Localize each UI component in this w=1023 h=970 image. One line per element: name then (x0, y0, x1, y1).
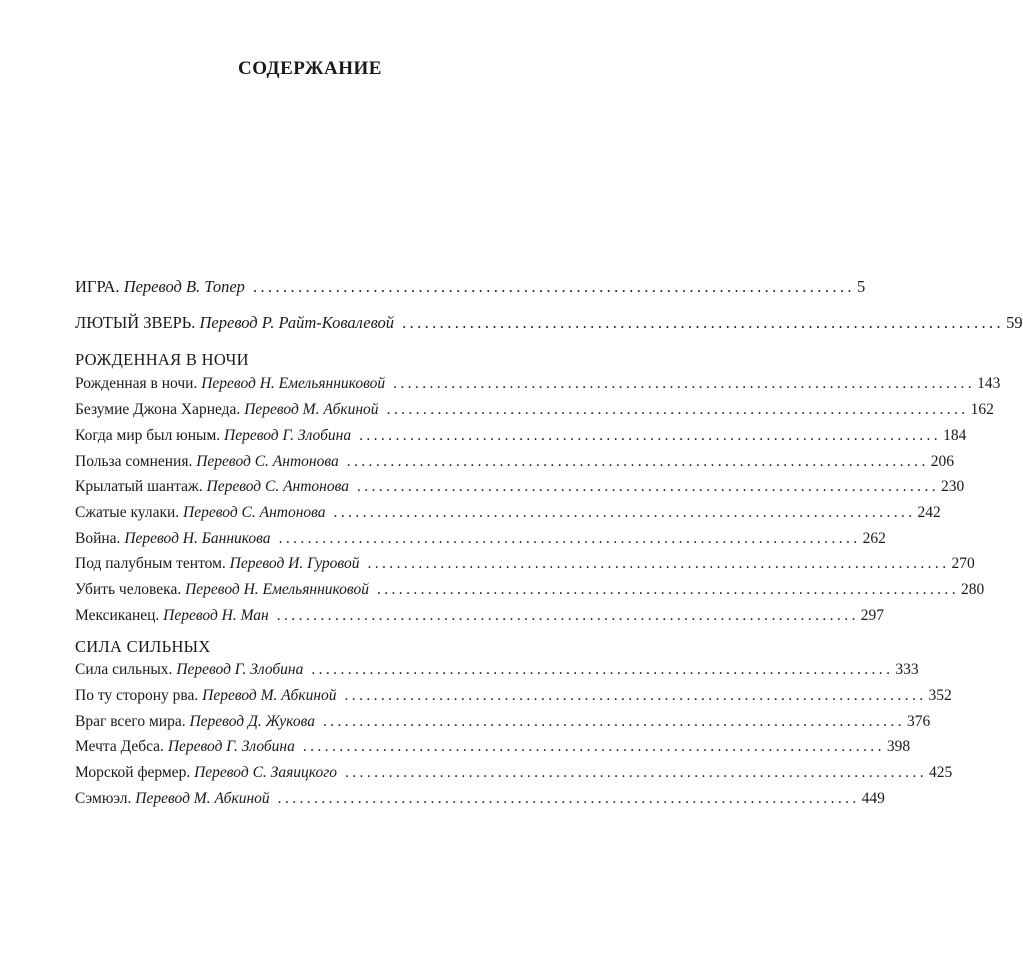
toc-entry (75, 763, 953, 783)
toc-leader-dots: ................................................................................ (278, 530, 861, 547)
toc-entry-page: 297 (860, 607, 884, 624)
toc-entry-page: 425 (929, 764, 953, 781)
toc-entry-igra (75, 277, 866, 297)
toc-leader-dots: ................................................................................ (333, 504, 916, 521)
toc-entry-translator: Перевод С. Антонова (206, 478, 349, 495)
toc-leader-dots: ................................................................................ (252, 277, 855, 296)
toc-entry (75, 686, 952, 706)
toc-entry (75, 426, 967, 446)
toc-entry-translator: Перевод Н. Ман (163, 607, 269, 624)
toc-entry-page: 376 (906, 713, 931, 730)
toc-leader-dots: ................................................................................ (277, 790, 860, 807)
toc-entry-page: 262 (862, 530, 886, 547)
toc-entry-title: Рожденная в ночи. (75, 375, 198, 392)
toc-entry-translator: Перевод С. Заяицкого (194, 764, 337, 781)
toc-entry (75, 477, 965, 497)
toc-entry-title: Крылатый шантаж. (75, 478, 203, 495)
toc-entry-translator: Перевод М. Абкиной (244, 401, 379, 418)
section-heading: СИЛА СИЛЬНЫХ (75, 637, 211, 656)
toc-entry-title: Мечта Дебса. (75, 738, 164, 755)
toc-entry-translator: Перевод Д. Жукова (189, 713, 315, 730)
toc-entry-title: Сжатые кулаки. (75, 504, 180, 521)
toc-entry (75, 503, 941, 523)
toc-entry-translator: Перевод С. Антонова (183, 504, 326, 521)
toc-leader-dots: ................................................................................ (276, 607, 859, 624)
toc-entry-title: ИГРА. (75, 277, 120, 296)
toc-entry-page: 333 (895, 661, 919, 678)
toc-entry (75, 606, 884, 626)
toc-entry (75, 580, 985, 600)
toc-leader-dots: ................................................................................ (402, 313, 1005, 332)
toc-leader-dots: ................................................................................ (311, 661, 894, 678)
toc-entry-page: 352 (928, 687, 952, 704)
toc-entry (75, 374, 1001, 394)
toc-leader-dots: ................................................................................ (322, 713, 905, 730)
toc-entry-translator: Перевод Г. Злобина (224, 427, 352, 444)
toc-entry-page: 143 (977, 375, 1001, 392)
toc-entry-page: 242 (917, 504, 941, 521)
toc-entry (75, 712, 931, 732)
toc-leader-dots: ................................................................................ (393, 375, 976, 392)
toc-leader-dots: ................................................................................ (386, 401, 969, 418)
toc-leader-dots: ................................................................................ (357, 478, 939, 495)
toc-entry-lyuty-zver (75, 313, 1023, 333)
toc-entry-title: Польза сомнения. (75, 453, 193, 470)
toc-leader-dots: ................................................................................ (376, 581, 959, 598)
toc-entry-page: 206 (930, 453, 954, 470)
toc-entry-translator: Перевод Н. Емельянниковой (185, 581, 369, 598)
toc-entry-title: Морской фермер. (75, 764, 191, 781)
toc-entry (75, 660, 919, 680)
toc-entry (75, 789, 885, 809)
toc-entry-title: По ту сторону рва. (75, 687, 199, 704)
toc-entry-translator: Перевод М. Абкиной (135, 790, 270, 807)
toc-entry (75, 452, 954, 472)
toc-leader-dots: ................................................................................ (302, 738, 885, 755)
toc-entry-page: 162 (970, 401, 994, 418)
toc-leader-dots: ................................................................................ (346, 453, 929, 470)
toc-leader-dots: ................................................................................ (345, 764, 927, 781)
toc-entry-translator: Перевод С. Антонова (196, 453, 339, 470)
toc-entry-page: 280 (960, 581, 985, 598)
toc-entry-title: Когда мир был юным. (75, 427, 221, 444)
toc-entry-page: 184 (943, 427, 967, 444)
toc-entry (75, 554, 975, 574)
toc-entry-translator: Перевод Г. Злобина (176, 661, 304, 678)
toc-entry-page: 449 (861, 790, 885, 807)
toc-entry-title: Мексиканец. (75, 607, 160, 624)
toc-entry-page: 230 (941, 478, 965, 495)
toc-entry-translator: Перевод Р. Райт-Ковалевой (199, 313, 395, 332)
toc-entry-translator: Перевод М. Абкиной (202, 687, 337, 704)
toc-entry-page: 59 (1006, 313, 1023, 332)
section-heading: РОЖДЕННАЯ В НОЧИ (75, 350, 249, 369)
toc-entry-page: 398 (886, 738, 911, 755)
toc-entry-translator: Перевод В. Топер (123, 277, 245, 296)
toc-entry (75, 400, 994, 420)
toc-entry-title: Под палубным тентом. (75, 555, 226, 572)
toc-leader-dots: ................................................................................ (367, 555, 950, 572)
toc-leader-dots: ................................................................................ (359, 427, 942, 444)
toc-entry-translator: Перевод И. Гуровой (229, 555, 360, 572)
toc-entry-translator: Перевод Г. Злобина (167, 738, 295, 755)
toc-entry-page: 270 (951, 555, 975, 572)
toc-leader-dots: ................................................................................ (344, 687, 927, 704)
toc-entry-title: Безумие Джона Харнеда. (75, 401, 241, 418)
toc-entry-title: Убить человека. (75, 581, 182, 598)
toc-entry-title: Враг всего мира. (75, 713, 186, 730)
toc-entry-title: Война. (75, 530, 121, 547)
page-title: СОДЕРЖАНИЕ (238, 58, 382, 79)
toc-entry-page: 5 (856, 277, 866, 296)
toc-entry (75, 529, 886, 549)
toc-entry-translator: Перевод Н. Банникова (124, 530, 271, 547)
toc-entry (75, 737, 911, 757)
toc-entry-translator: Перевод Н. Емельянниковой (201, 375, 386, 392)
toc-entry-title: Сила сильных. (75, 661, 173, 678)
toc-entry-title: Сэмюэл. (75, 790, 132, 807)
toc-entry-title: ЛЮТЫЙ ЗВЕРЬ. (75, 313, 196, 332)
